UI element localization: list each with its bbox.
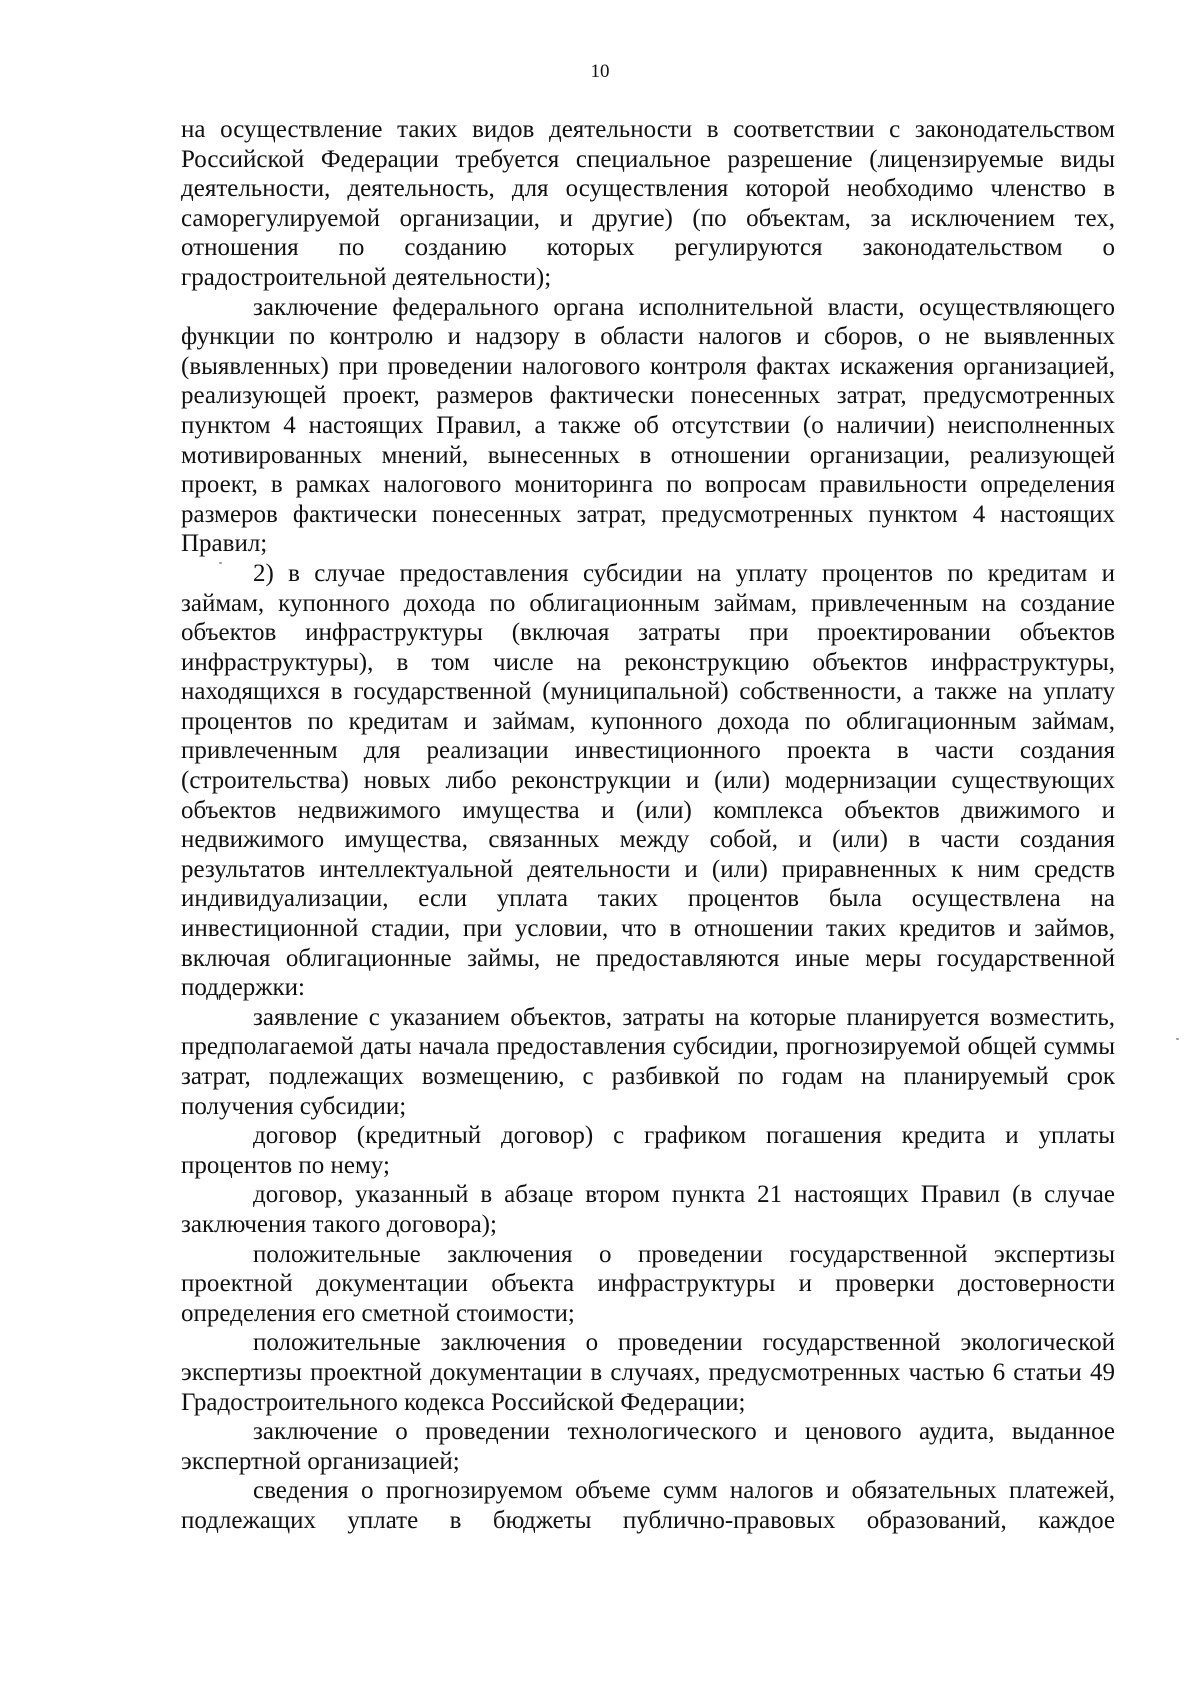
paragraph-6: договор, указанный в абзаце втором пункта 21 настоящих Правил (в случае заключения такого договора); — [181, 1181, 1115, 1238]
paragraph-10: сведения о прогнозируемом объеме сумм налогов и обязательных платежей, подлежащих уплате в бюджеты публично-правовых образований, каждое — [181, 1477, 1115, 1534]
scan-speck — [219, 562, 222, 564]
paragraph-9: заключение о проведении технологического и ценового аудита, выданное экспертной организацией; — [181, 1418, 1115, 1475]
scan-speck — [1176, 1038, 1179, 1040]
paragraph-3: 2) в случае предоставления субсидии на уплату процентов по кредитам и займам, купонного дохода по облигационным займам, привлеченным на создание объектов инфраструктуры (включая затраты при проектировании объектов инфраструктуры), в том числе на реконструкцию объектов инфраструктуры, находящихся в государственной (муниципальной) собственности, а также на уплату процентов по кредитам и займам, купонного дохода по облигационным займам, привлеченным для реализации инвестиционного проекта в части создания (строительства) новых либо реконструкции и (или) модернизации существующих объектов недвижимого имущества и (или) комплекса объектов движимого и недвижимого имущества, связанных между собой, и (или) в части создания результатов интеллектуальной деятельности и (или) приравненных к ним средств индивидуализации, если уплата таких процентов была осуществлена на инвестиционной стадии, при условии, что в отношении таких кредитов и займов, включая облигационные займы, не предоставляются иные меры государственной поддержки: — [181, 559, 1115, 1002]
paragraph-8: положительные заключения о проведении государственной экологической экспертизы проектной документации в случаях, предусмотренных частью 6 статьи 49 Градостроительного кодекса Российской Федерации; — [181, 1329, 1115, 1416]
paragraph-5: договор (кредитный договор) с графиком погашения кредита и уплаты процентов по нему; — [181, 1122, 1115, 1179]
paragraph-2: заключение федерального органа исполнительной власти, осуществляющего функции по контролю и надзору в области налогов и сборов, о не выявленных (выявленных) при проведении налогового контроля фактах искажения организацией, реализующей проект, размеров фактически понесенных затрат, предусмотренных пунктом 4 настоящих Правил, а также об отсутствии (о наличии) неисполненных мотивированных мнений, вынесенных в отношении организации, реализующей проект, в рамках налогового мониторинга по вопросам правильности определения размеров фактически понесенных затрат, предусмотренных пунктом 4 настоящих Правил; — [181, 293, 1115, 558]
paragraph-1: на осуществление таких видов деятельности в соответствии с законодательством Российской Федерации требуется специальное разрешение (лицензируемые виды деятельности, деятельность, для осуществления которой необходимо членство в саморегулируемой организации, и другие) (по объектам, за исключением тех, отношения по созданию которых регулируются законодательством о градостроительной деятельности); — [181, 116, 1115, 291]
paragraph-7: положительные заключения о проведении государственной экспертизы проектной документации объекта инфраструктуры и проверки достоверности определения его сметной стоимости; — [181, 1240, 1115, 1327]
document-body — [181, 115, 1115, 1536]
paragraph-4: заявление с указанием объектов, затраты на которые планируется возместить, предполагаемой даты начала предоставления субсидии, прогнозируемой общей суммы затрат, подлежащих возмещению, с разбивкой по годам на планируемый срок получения субсидии; — [181, 1003, 1115, 1120]
page-number: 10 — [590, 61, 610, 82]
